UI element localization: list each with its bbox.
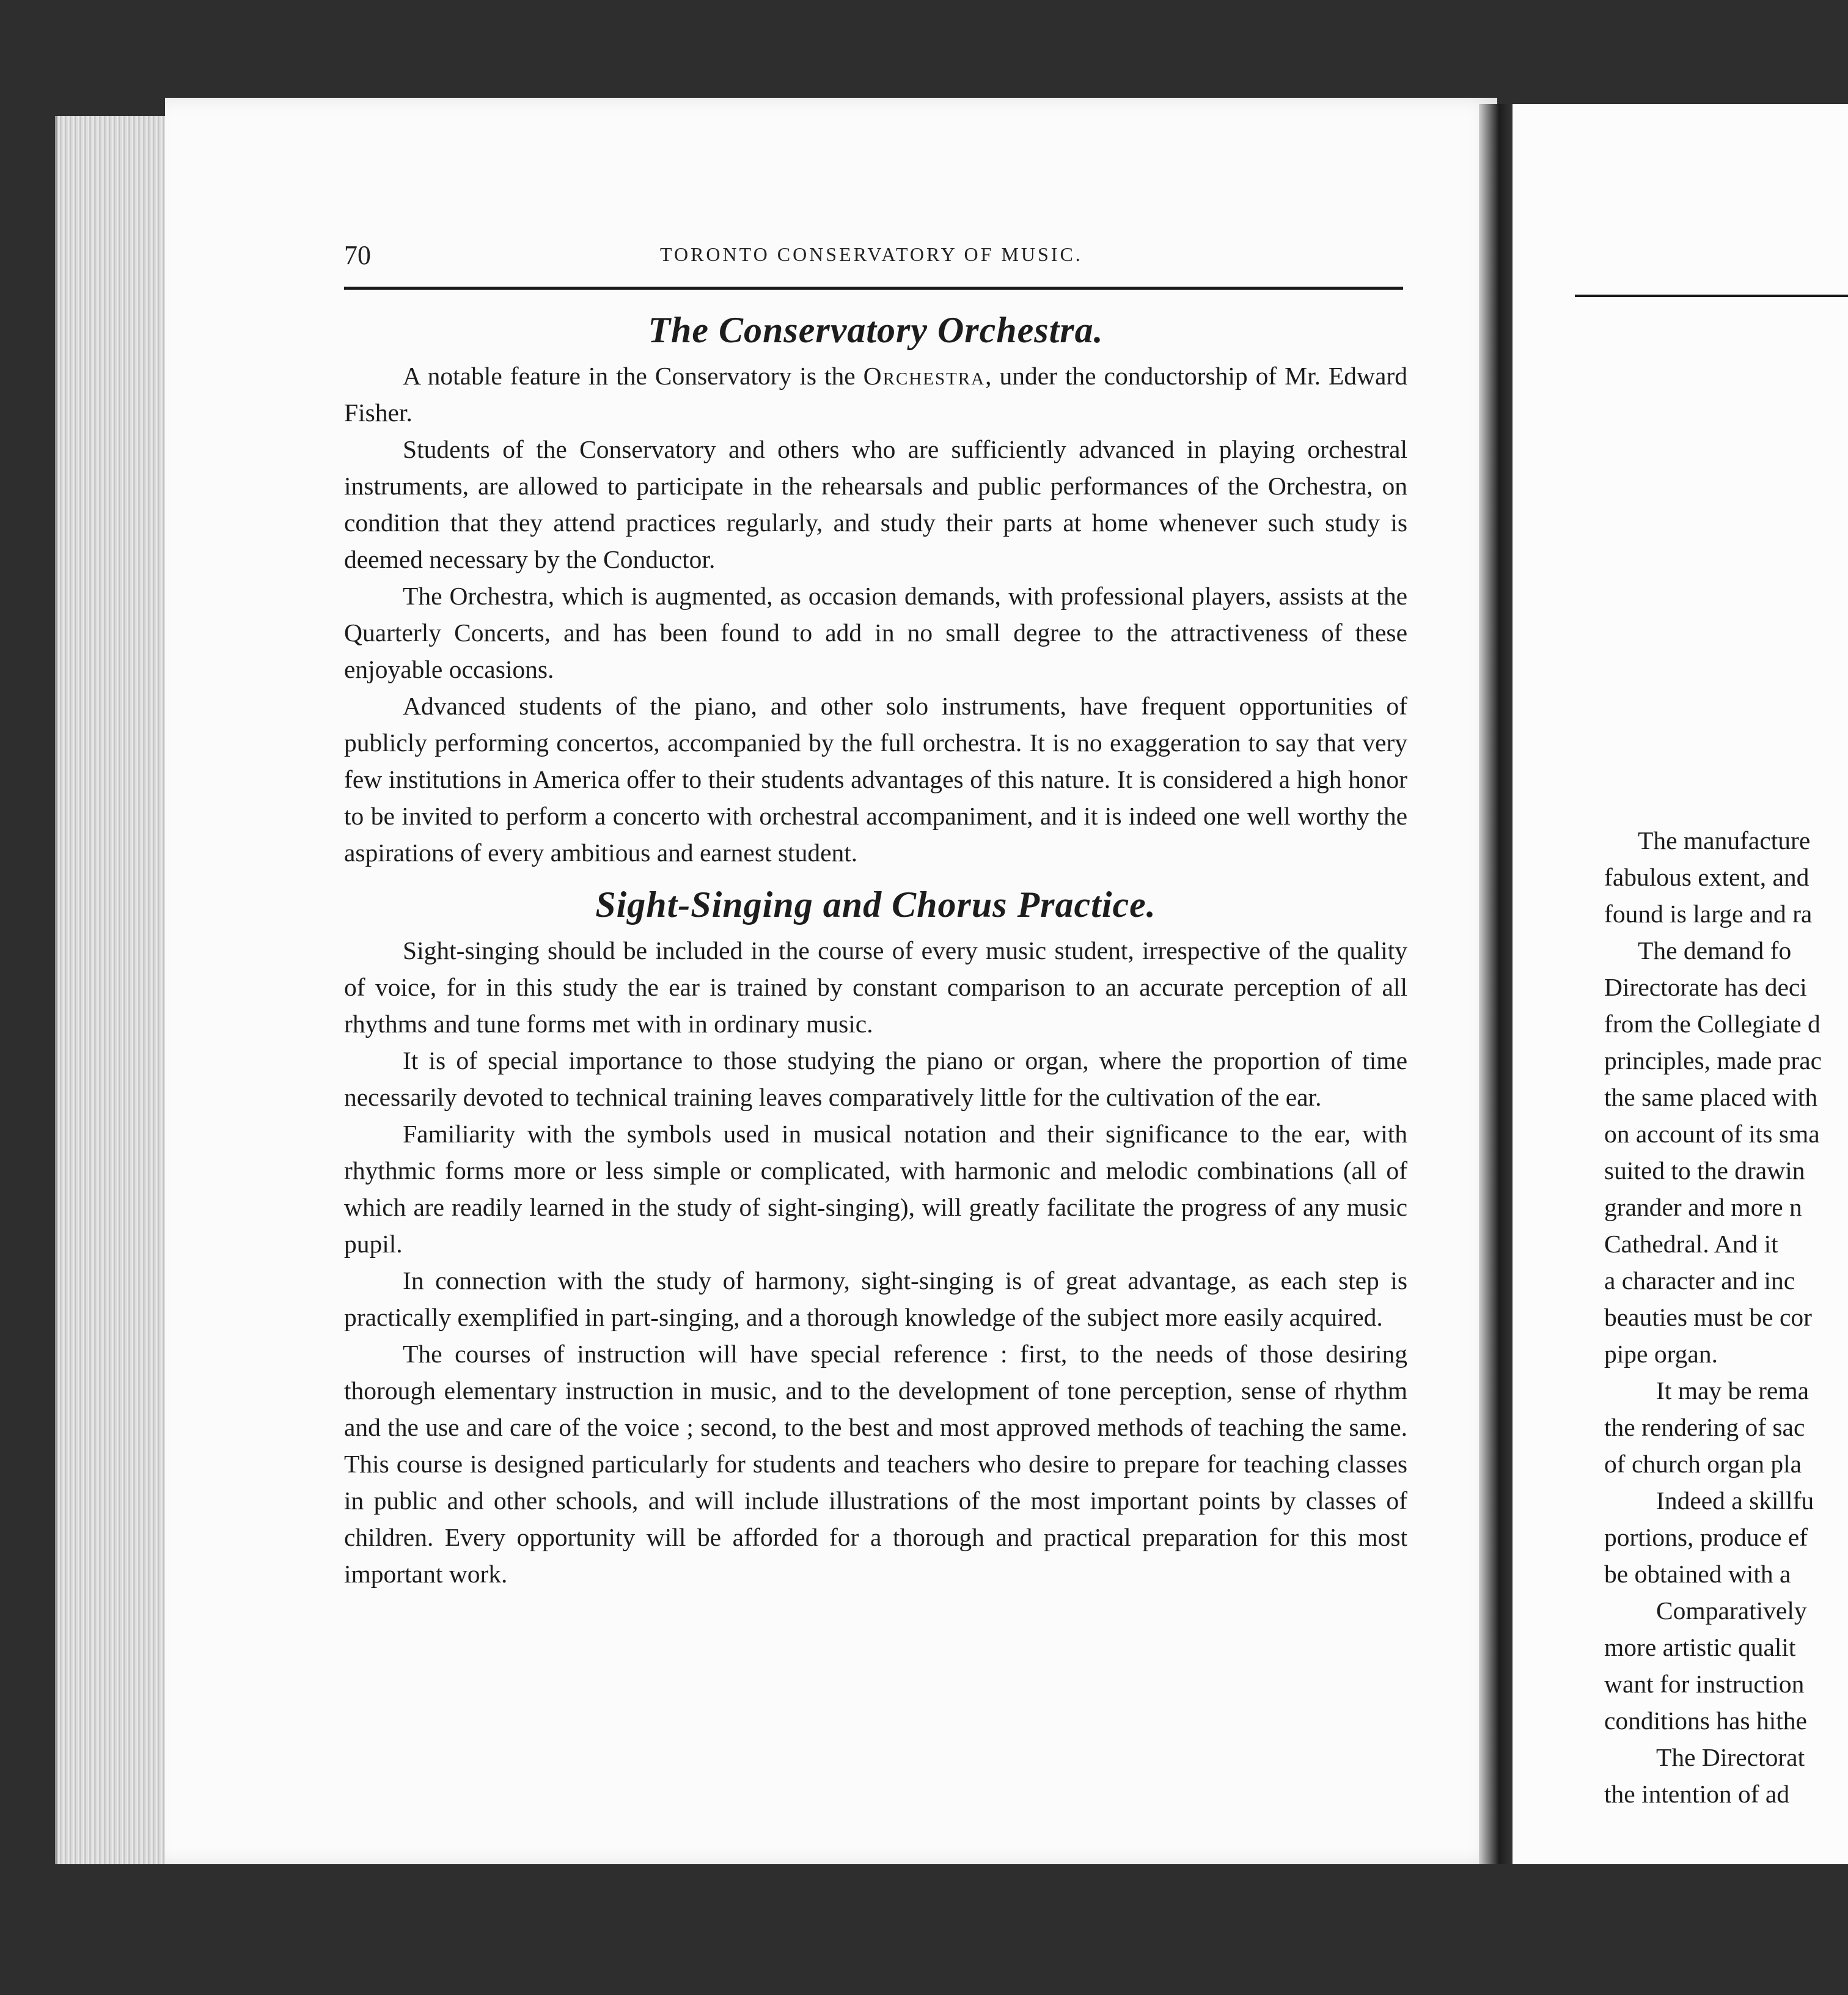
right-line: Directorate has deci [1604, 973, 1807, 1001]
page-number: 70 [344, 240, 371, 270]
section-title-sight-singing: Sight-Singing and Chorus Practice. [595, 884, 1156, 925]
right-line: Indeed a skillfu [1656, 1486, 1814, 1515]
right-line: suited to the drawin [1604, 1156, 1805, 1185]
section-title-orchestra: The Conservatory Orchestra. [648, 310, 1104, 350]
right-page [1513, 104, 1848, 1864]
right-line: found is large and ra [1604, 900, 1813, 928]
right-line: the rendering of sac [1604, 1413, 1805, 1441]
paragraph: Familiarity with the symbols used in musical notation and their significance to the ear, with rhythmic forms more or less simple or complicated, with harmonic and melodic combinations (all of which are readily learned in the study of sight-singing), will greatly facilitate the progress of any music pupil. [344, 1120, 1407, 1258]
right-line: pipe organ. [1604, 1340, 1718, 1368]
paragraph: The Orchestra, which is augmented, as occasion demands, with professional players, assists at the Quarterly Concerts, and has been found to add in no small degree to the attractiveness of these enjoyable occasions. [344, 582, 1407, 683]
right-line: be obtained with a [1604, 1560, 1791, 1588]
right-line: fabulous extent, and [1604, 863, 1810, 891]
page-edges [55, 116, 180, 1864]
right-line: the same placed with [1604, 1083, 1818, 1111]
right-line: more artistic qualit [1604, 1633, 1796, 1661]
text-run: , under the conductorship of Mr. Edward Fisher. [344, 362, 1407, 427]
head-rule [344, 287, 1403, 290]
right-line: of church organ pla [1604, 1450, 1802, 1478]
paragraph: Students of the Conservatory and others who are sufficiently advanced in playing orchestral instruments, are allowed to participate in the rehearsals and public performances of the Orchestra, on condition that they attend practices regularly, and study their parts at home whenever such study is deemed necessary by the Conductor. [344, 435, 1407, 573]
right-line: portions, produce ef [1604, 1523, 1808, 1551]
right-line: beauties must be cor [1604, 1303, 1812, 1331]
right-line: on account of its sma [1604, 1120, 1820, 1148]
right-head-rule [1575, 295, 1848, 297]
right-line: The Directorat [1656, 1743, 1805, 1771]
right-line: conditions has hithe [1604, 1707, 1807, 1735]
paragraph: It is of special importance to those studying the piano or organ, where the proportion of time necessarily devoted to technical training leaves comparatively little for the cultivation of the ear. [344, 1046, 1407, 1111]
right-line: The manufacture [1638, 826, 1811, 854]
main-text-column [344, 303, 1407, 1592]
paragraph: Sight-singing should be included in the course of every music student, irrespective of the quality of voice, for in this study the ear is trained by constant comparison to an accurate perception of all rhythms and tune forms met with in ordinary music. [344, 936, 1407, 1038]
right-line: It may be rema [1656, 1376, 1810, 1405]
text-run: A notable feature in the Conservatory is the [403, 362, 856, 390]
right-line: The demand fo [1638, 936, 1792, 964]
right-line: Cathedral. And it [1604, 1230, 1778, 1258]
right-line: Comparatively [1656, 1596, 1807, 1625]
right-line: principles, made prac [1604, 1046, 1822, 1075]
right-line: want for instruction [1604, 1670, 1805, 1698]
paragraph: In connection with the study of harmony, sight-singing is of great advantage, as each step is practically exemplified in part-singing, and a thorough knowledge of the subject more easily acquired. [344, 1266, 1407, 1331]
right-line: grander and more n [1604, 1193, 1802, 1221]
paragraph: Advanced students of the piano, and other solo instruments, have frequent opportunities of publicly performing concertos, accompanied by the full orchestra. It is no exaggeration to say that very few institutions in America offer to their students advantages of this nature. It is considered a high honor to be invited to perform a concerto with orchestral accompaniment, and it is indeed one well worthy the aspirations of every ambitious and earnest student. [344, 692, 1407, 867]
running-head: TORONTO CONSERVATORY OF MUSIC. [660, 243, 1083, 265]
book-gutter [1479, 104, 1516, 1864]
small-caps-term: Orchestra [863, 362, 986, 390]
right-line: from the Collegiate d [1604, 1010, 1821, 1038]
right-line: a character and inc [1604, 1266, 1795, 1295]
paragraph [344, 358, 1407, 431]
right-line: the intention of ad [1604, 1780, 1790, 1808]
paragraph: The courses of instruction will have special reference : first, to the needs of those desiring thorough elementary instruction in music, and to the development of tone perception, sense of rhythm and the use and care of the voice ; second, to the best and most approved methods of teaching the same. This course is designed particularly for students and teachers who desire to prepare for teaching classes in public and other schools, and will include illustrations of the most important points by classes of children. Every opportunity will be afforded for a thorough and practical preparation for this most important work. [344, 1340, 1407, 1588]
right-page-text [1604, 822, 1848, 1812]
